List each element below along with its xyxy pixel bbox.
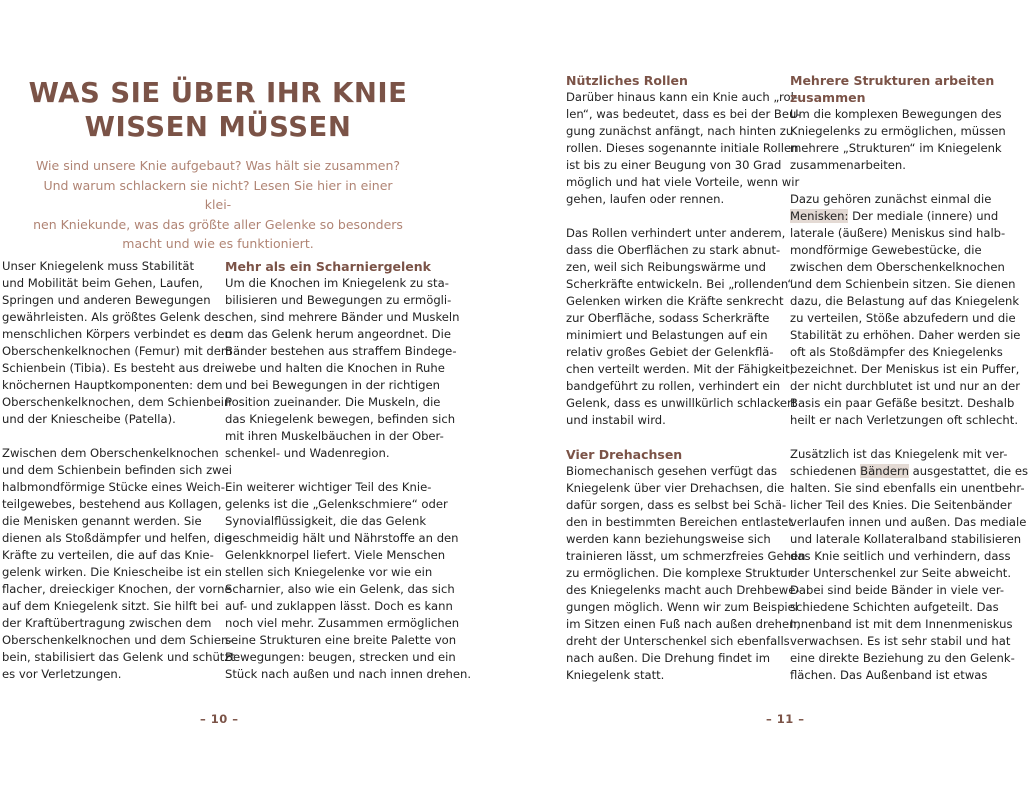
- column-2: [225, 258, 472, 683]
- text-line: Dabei sind beide Bänder in viele ver-: [790, 583, 1005, 597]
- text-line: halten. Sie sind ebenfalls ein unentbehr-: [790, 481, 1025, 495]
- lead-line: nen Kniekunde, was das größte aller Gelenke so besonders: [33, 216, 403, 232]
- title-line: WISSEN MÜSSEN: [84, 111, 352, 143]
- text-line: mondförmige Gewebestücke, die: [790, 243, 982, 257]
- text-line: um das Gelenk herum angeordnet. Die: [225, 327, 451, 341]
- paragraph: [225, 275, 460, 462]
- text-line: licher Teil des Knies. Die Seitenbänder: [790, 498, 1012, 512]
- text-line: trainieren lässt, um schmerzfreies Gehen: [566, 549, 806, 563]
- text-line: oft als Stoßdämpfer des Kniegelenks: [790, 345, 1003, 359]
- paragraph-rest: [790, 480, 1027, 684]
- text-line: laterale (äußere) Meniskus sind halb-: [790, 226, 1006, 240]
- text-line: Kniegelenk statt.: [566, 668, 665, 682]
- highlighted-term: Menisken:: [790, 209, 849, 223]
- text-line: Kniegelenk über vier Drehachsen, die: [566, 481, 785, 495]
- text-line: dreht der Unterschenkel sich ebenfalls: [566, 634, 790, 648]
- text-line: möglich und hat viele Vorteile, wenn wir: [566, 175, 800, 189]
- page-number: – 10 –: [200, 712, 239, 726]
- text-line: Synovialflüssigkeit, die das Gelenk: [225, 514, 427, 528]
- text-line: gelenks ist die „Gelenkschmiere“ oder: [225, 497, 448, 511]
- text-line: der Kraftübertragung zwischen dem: [2, 616, 212, 630]
- text-line: heilt er nach Verletzungen oft schlecht.: [790, 413, 1019, 427]
- text-line: seine Strukturen eine breite Palette von: [225, 633, 457, 647]
- text-line: Bänder bestehen aus straffem Bindege-: [225, 344, 457, 358]
- text-line: Oberschenkelknochen (Femur) mit dem: [2, 344, 233, 358]
- text-line: zwischen dem Oberschenkelknochen: [790, 260, 1005, 274]
- section-heading: Vier Drehachsen: [566, 447, 683, 462]
- paragraph: [790, 106, 1006, 174]
- text-line: Darüber hinaus kann ein Knie auch „rol-: [566, 90, 799, 104]
- text-line: mehrere „Strukturen“ im Kniegelenk: [790, 141, 1002, 155]
- text-line: zu ermöglichen. Die komplexe Struktur: [566, 566, 793, 580]
- text-line: der Unterschenkel zur Seite abweicht.: [790, 566, 1012, 580]
- section-heading: [790, 72, 1000, 106]
- text-fragment: schiedenen: [790, 464, 861, 478]
- heading-line: Mehrere Strukturen arbeiten: [790, 73, 995, 88]
- text-line: dass die Oberflächen zu stark abnut-: [566, 243, 781, 257]
- text-line: Bewegungen: beugen, strecken und ein: [225, 650, 456, 664]
- text-line: der nicht durchblutet ist und nur an der: [790, 379, 1021, 393]
- text-line: gung zunächst anfängt, nach hinten zu: [566, 124, 794, 138]
- text-line: knöchernen Hauptkomponenten: dem: [2, 378, 223, 392]
- text-line: geschmeidig hält und Nährstoffe an den: [225, 531, 459, 545]
- text-line: minimiert und Belastungen auf ein: [566, 328, 768, 342]
- text-line: Zwischen dem Oberschenkelknochen: [2, 446, 219, 460]
- section-heading: Nützliches Rollen: [566, 73, 688, 88]
- text-line: es vor Verletzungen.: [2, 667, 122, 681]
- text-line: gelenk wirken. Die Kniescheibe ist ein: [2, 565, 222, 579]
- text-line: Um die Knochen im Kniegelenk zu sta-: [225, 276, 449, 290]
- article-title: [0, 76, 436, 144]
- text-line: Ein weiterer wichtiger Teil des Knie-: [225, 480, 432, 494]
- text-line: relativ großes Gebiet der Gelenkflä-: [566, 345, 774, 359]
- text-fragment: ausgestattet, die es: [908, 464, 1028, 478]
- paragraph: [566, 89, 801, 208]
- text-line: gehen, laufen oder rennen.: [566, 192, 725, 206]
- column-3: [566, 72, 806, 684]
- paragraph: [790, 446, 1028, 684]
- text-line: und laterale Kollateralband stabilisieren: [790, 532, 1022, 546]
- column-1: [2, 258, 235, 683]
- text-line: bein, stabilisiert das Gelenk und schützt: [2, 650, 235, 664]
- title-line: WAS SIE ÜBER IHR KNIE: [28, 77, 408, 109]
- text-line: bilisieren und Bewegungen zu ermögli-: [225, 293, 452, 307]
- text-line: bandgeführt zu rollen, verhindert ein: [566, 379, 781, 393]
- text-line: verlaufen innen und außen. Das mediale: [790, 515, 1027, 529]
- text-line: Kniegelenks zu ermöglichen, müssen: [790, 124, 1006, 138]
- text-line: Gelenken wirken die Kräfte senkrecht: [566, 294, 784, 308]
- text-line: halbmondförmige Stücke eines Weich-: [2, 480, 225, 494]
- text-line: werden kann beziehungsweise sich: [566, 532, 771, 546]
- paragraph: [566, 463, 806, 684]
- text-line: Oberschenkelknochen und dem Schien-: [2, 633, 233, 647]
- text-line: und dem Schienbein sitzen. Sie dienen: [790, 277, 1016, 291]
- text-line: verwachsen. Es ist sehr stabil und hat: [790, 634, 1011, 648]
- text-line: teilgewebes, bestehend aus Kollagen,: [2, 497, 222, 511]
- text-line: gewährleisten. Als größtes Gelenk des: [2, 310, 225, 324]
- text-line: Um die komplexen Bewegungen des: [790, 107, 1002, 121]
- text-line: Scharnier, also wie ein Gelenk, das sich: [225, 582, 455, 596]
- text-line: Gelenk, dass es unwillkürlich schlackert: [566, 396, 797, 410]
- highlighted-term: Bändern: [860, 464, 909, 478]
- text-line: Scherkräfte entwickeln. Bei „rollenden“: [566, 277, 794, 291]
- text-line: len“, was bedeutet, dass es bei der Beu-: [566, 107, 801, 121]
- text-line: Zusätzlich ist das Kniegelenk mit ver-: [790, 447, 1008, 461]
- text-line: ist bis zu einer Beugung von 30 Grad: [566, 158, 782, 172]
- text-line: [790, 208, 1000, 225]
- text-line: dazu, die Belastung auf das Kniegelenk: [790, 294, 1020, 308]
- text-line: dafür sorgen, dass es selbst bei Schä-: [566, 498, 787, 512]
- lead-line: Wie sind unsere Knie aufgebaut? Was hält sie zusammen?: [35, 158, 401, 173]
- text-line: zusammenarbeiten.: [790, 158, 906, 172]
- text-line: mit ihren Muskelbäuchen in der Ober-: [225, 429, 444, 443]
- text-line: dienen als Stoßdämpfer und helfen, die: [2, 531, 232, 545]
- paragraph: [2, 445, 235, 683]
- text-line: chen, sind mehrere Bänder und Muskeln: [225, 310, 460, 324]
- text-line: im Sitzen einen Fuß nach außen drehen,: [566, 617, 801, 631]
- text-line: des Kniegelenks macht auch Drehbewe-: [566, 583, 800, 597]
- text-line: Basis ein paar Gefäße besitzt. Deshalb: [790, 396, 1015, 410]
- text-line: flacher, dreieckiger Knochen, der vorne: [2, 582, 232, 596]
- paragraph: [2, 258, 233, 428]
- text-line: rollen. Dieses sogenannte initiale Rollen: [566, 141, 799, 155]
- text-line: zen, weil sich Reibungswärme und: [566, 260, 767, 274]
- text-line: Oberschenkelknochen, dem Schienbein: [2, 395, 232, 409]
- text-line: Schienbein (Tibia). Es besteht aus drei: [2, 361, 225, 375]
- text-line: [790, 463, 1028, 480]
- text-line: chen verteilt werden. Mit der Fähigkeit,: [566, 362, 794, 376]
- text-line: noch viel mehr. Zusammen ermöglichen: [225, 616, 460, 630]
- paragraph: [225, 479, 472, 683]
- text-line: Dazu gehören zunächst einmal die: [790, 192, 992, 206]
- text-line: zu verteilen, Stöße abzufedern und die: [790, 311, 1016, 325]
- paragraph: [566, 225, 797, 429]
- text-line: das Knie seitlich und verhindern, dass: [790, 549, 1011, 563]
- text-line: und dem Schienbein befinden sich zwei: [2, 463, 233, 477]
- right-page: [500, 0, 1028, 800]
- text-line: zur Oberfläche, sodass Scherkräfte: [566, 311, 770, 325]
- text-line: eine direkte Beziehung zu den Gelenk-: [790, 651, 1015, 665]
- lead-line: macht und wie es funktioniert.: [122, 236, 314, 251]
- left-page: [0, 0, 500, 800]
- lead-paragraph: [30, 156, 406, 254]
- text-line: Stabilität zu erhöhen. Daher werden sie: [790, 328, 1021, 342]
- text-line: und Mobilität beim Gehen, Laufen,: [2, 276, 203, 290]
- text-line: Unser Kniegelenk muss Stabilität: [2, 259, 194, 273]
- text-line: stellen sich Kniegelenke vor wie ein: [225, 565, 433, 579]
- text-line: Gelenkknorpel liefert. Viele Menschen: [225, 548, 446, 562]
- section-heading: Mehr als ein Scharniergelenk: [225, 259, 431, 274]
- text-line: menschlichen Körpers verbindet es den: [2, 327, 232, 341]
- paragraph-rest: [790, 225, 1021, 429]
- text-line: das Kniegelenk bewegen, befinden sich: [225, 412, 456, 426]
- text-line: nach außen. Die Drehung findet im: [566, 651, 770, 665]
- text-line: flächen. Das Außenband ist etwas: [790, 668, 988, 682]
- text-line: den in bestimmten Bereichen entlastet: [566, 515, 793, 529]
- text-line: Position zueinander. Die Muskeln, die: [225, 395, 441, 409]
- text-line: Kräfte zu verteilen, die auf das Knie-: [2, 548, 214, 562]
- heading-line: zusammen: [790, 90, 866, 105]
- text-line: und instabil wird.: [566, 413, 666, 427]
- text-line: die Menisken genannt werden. Sie: [2, 514, 202, 528]
- text-line: und bei Bewegungen in der richtigen: [225, 378, 440, 392]
- text-line: bezeichnet. Der Meniskus ist ein Puffer,: [790, 362, 1020, 376]
- text-line: und der Kniescheibe (Patella).: [2, 412, 176, 426]
- text-line: Stück nach außen und nach innen drehen.: [225, 667, 472, 681]
- paragraph: [790, 191, 1021, 429]
- text-line: gungen möglich. Wenn wir zum Beispiel: [566, 600, 799, 614]
- text-line: webe und halten die Knochen in Ruhe: [225, 361, 445, 375]
- text-line: auf- und zuklappen lässt. Doch es kann: [225, 599, 453, 613]
- text-line: schenkel- und Wadenregion.: [225, 446, 390, 460]
- text-fragment: Der mediale (innere) und: [848, 209, 999, 223]
- text-line: schiedene Schichten aufgeteilt. Das: [790, 600, 999, 614]
- lead-line: Und warum schlackern sie nicht? Lesen Sie hier in einer klei-: [43, 177, 393, 212]
- text-line: Innenband ist mit dem Innenmeniskus: [790, 617, 1013, 631]
- text-line: Das Rollen verhindert unter anderem,: [566, 226, 786, 240]
- column-4: [790, 72, 1028, 684]
- text-line: Biomechanisch gesehen verfügt das: [566, 464, 778, 478]
- text-line: auf dem Kniegelenk sitzt. Sie hilft bei: [2, 599, 219, 613]
- text-line: Springen und anderen Bewegungen: [2, 293, 211, 307]
- page-number: – 11 –: [766, 712, 805, 726]
